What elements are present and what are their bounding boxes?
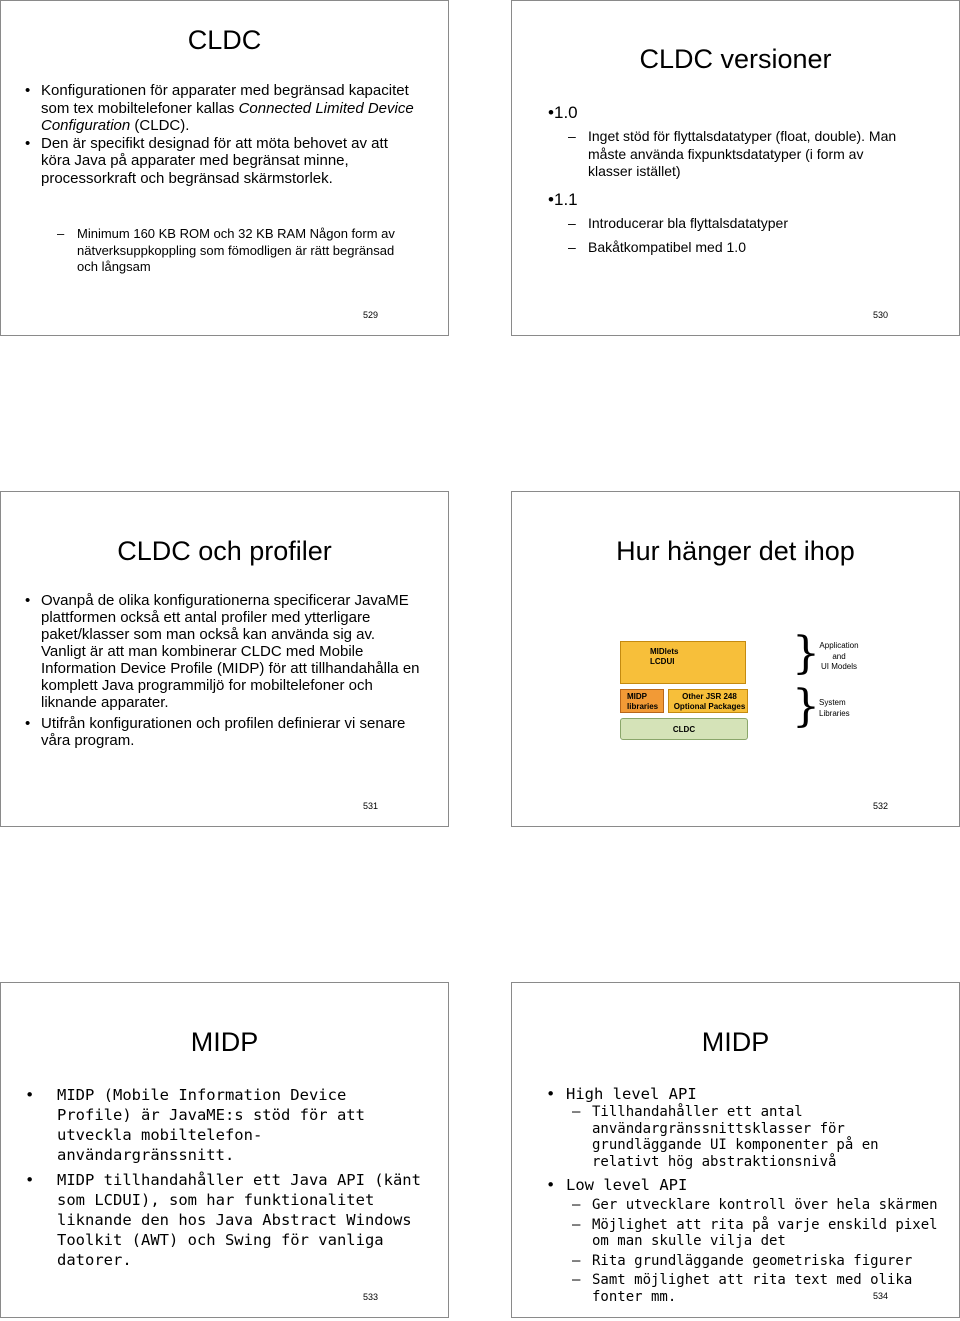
bullet-item: • Ovanpå de olika konfigurationerna specificerar JavaME plattformen också ett antal profiler med ytterligare paket/klasser som man också kan använda sig av. Vanligt är att man kombinerar CLDC med Mobile Information Device Profile (MIDP) för att tillhandahålla en komplett Java programmiljö for mobiltelefoner och liknande apparater. xyxy=(15,592,420,711)
slide-title: Hur hänger det ihop xyxy=(616,536,855,566)
slide-title: CLDC xyxy=(187,25,262,55)
system-libraries-label: System Libraries xyxy=(819,698,850,718)
slide-title: MIDP xyxy=(190,1027,259,1057)
bullet-item: • 1.1 xyxy=(538,189,938,211)
slide-title: CLDC versioner xyxy=(639,44,832,74)
slide-title: MIDP xyxy=(701,1027,770,1057)
sub-bullet-item: – Ger utvecklare kontroll över hela skärmen xyxy=(572,1197,951,1214)
bullet-item: • Utifrån konfigurationen och profilen definierar vi senare våra program. xyxy=(15,715,420,749)
midp-libraries-box: MIDP libraries xyxy=(620,689,664,713)
slide-530: CLDC versioner • 1.0 – Inget stöd för flyttalsdatatyper (float, double). Man måste använda fixpunktsdatatyper (i form av klasser istället) • 1.1 – Introducerar bla flyttalsdatatyper – Bakåtkompatibel med 1.0 530 xyxy=(511,0,960,336)
sub-bullet-item: – Inget stöd för flyttalsdatatyper (float, double). Man måste använda fixpunktsdatatyper (i form av klasser istället) xyxy=(568,128,908,181)
bullet-item: • 1.0 xyxy=(538,102,938,124)
bullet-item: • Den är specifikt designad för att möta behovet av att köra Java på apparater med begränsat minne, processorkraft och begränsad skärmstorlek. xyxy=(15,135,415,188)
bullet-item: • Konfigurationen för apparater med begränsad kapacitet som tex mobiltelefoner kallas Connected Limited Device Configuration (CLDC). xyxy=(15,82,415,135)
bullet-item: • Low level API xyxy=(536,1175,951,1195)
system-brace-icon: } xyxy=(792,681,820,732)
sub-bullet-item: – Introducerar bla flyttalsdatatyper xyxy=(568,215,908,233)
sub-bullet-item: – Samt möjlighet att rita text med olika fonter mm. xyxy=(572,1272,951,1305)
slide-531: CLDC och profiler • Ovanpå de olika konfigurationerna specificerar JavaME plattformen också ett antal profiler med ytterligare paket/klasser som man också kan använda sig av. Vanligt är att man kombinerar CLDC med Mobile Information Device Profile (MIDP) för att tillhandahålla en komplett Java programmiljö for mobiltelefoner och liknande apparater. • Utifrån konfigurationen och profilen definierar vi senare våra program. 531 xyxy=(0,491,449,827)
cldc-box: CLDC xyxy=(620,718,748,740)
application-brace-icon: } xyxy=(792,628,820,679)
midlets-lcdui-box: MIDlets LCDUI xyxy=(620,641,746,684)
architecture-diagram xyxy=(615,628,859,746)
sub-bullet-item: – Minimum 160 KB ROM och 32 KB RAM Någon form av nätverksuppkoppling som fömodligen är rätt begränsad och långsam xyxy=(57,226,402,276)
other-jsr-box: Other JSR 248 Optional Packages xyxy=(668,689,748,713)
application-label: Application and UI Models xyxy=(819,641,859,671)
sub-bullet-item: – Möjlighet att rita på varje enskild pixel om man skulle vilja det xyxy=(572,1217,951,1250)
sub-bullet-item: – Bakåtkompatibel med 1.0 xyxy=(568,239,908,257)
slide-533: MIDP • MIDP (Mobile Information Device Profile) är JavaME:s stöd för att utveckla mobiltelefon-användargränssnitt. • MIDP tillhandahåller ett Java API (känt som LCDUI), som har funktionalitet liknande den hos Java Abstract Windows Toolkit (AWT) och Swing för vanliga datorer. 533 xyxy=(0,982,449,1318)
slide-532: Hur hänger det ihop MIDlets LCDUI MIDP libraries Other JSR 248 Optional Packages CLDC } Application and UI Models } System Libraries 532 xyxy=(511,491,960,827)
slide-title: CLDC och profiler xyxy=(117,536,332,566)
bullet-item: • MIDP tillhandahåller ett Java API (känt som LCDUI), som har funktionalitet liknande den hos Java Abstract Windows Toolkit (AWT) och Swing för vanliga datorer. xyxy=(15,1170,425,1270)
slide-534: MIDP • High level API – Tillhandahåller ett antal användargränssnittsklasser för grundläggande UI komponenter på en relativt hög abstraktionsnivå • Low level API – Ger utvecklare kontroll över hela skärmen – Möjlighet att rita på varje enskild pixel om man skulle vilja det – Rita grundläggande geometriska figurer – Samt möjlighet att rita text med olika fonter mm. 534 xyxy=(511,982,960,1318)
slide-529: CLDC • Konfigurationen för apparater med begränsad kapacitet som tex mobiltelefoner kallas Connected Limited Device Configuration (CLDC). • Den är specifikt designad för att möta behovet av att köra Java på apparater med begränsat minne, processorkraft och begränsad skärmstorlek. – Minimum 160 KB ROM och 32 KB RAM Någon form av nätverksuppkoppling som fömodligen är rätt begränsad och långsam 529 xyxy=(0,0,449,336)
sub-bullet-item: – Tillhandahåller ett antal användargränssnittsklasser för grundläggande UI komponenter på en relativt hög abstraktionsnivå xyxy=(572,1104,951,1170)
sub-bullet-item: – Rita grundläggande geometriska figurer xyxy=(572,1253,951,1270)
bullet-item: • High level API xyxy=(536,1084,951,1104)
bullet-item: • MIDP (Mobile Information Device Profile) är JavaME:s stöd för att utveckla mobiltelefon-användargränssnitt. xyxy=(15,1085,425,1165)
